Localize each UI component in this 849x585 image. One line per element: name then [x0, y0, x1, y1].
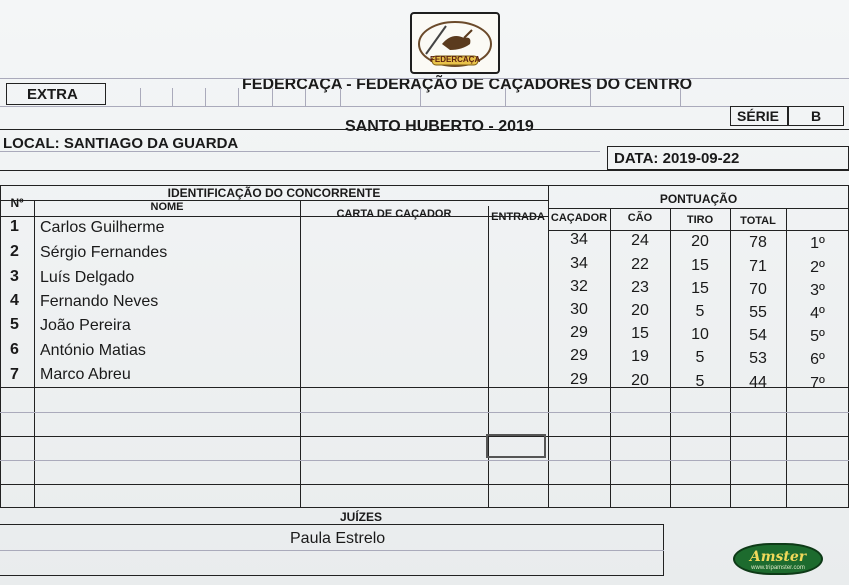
federation-title: FEDERCAÇA - FEDERAÇÃO DE CAÇADORES DO CENTRO	[242, 76, 693, 93]
col-num: Nº	[10, 196, 24, 210]
hunter-score: 32	[570, 278, 588, 295]
col-entry: ENTRADA	[491, 211, 545, 223]
row-number: 3	[10, 268, 19, 285]
hunter-score: 34	[570, 255, 588, 272]
section-identification: IDENTIFICAÇÃO DO CONCORRENTE	[167, 186, 381, 200]
row-number: 1	[10, 218, 19, 235]
col-name: NOME	[150, 201, 184, 213]
category-box	[6, 83, 106, 105]
hunter-score: 30	[570, 301, 588, 318]
judge-name: Paula Estrelo	[290, 530, 386, 547]
dog-score: 19	[631, 348, 649, 365]
local-label: LOCAL: SANTIAGO DA GUARDA	[3, 135, 239, 152]
placement: 7º	[810, 375, 825, 392]
total-score: 53	[749, 350, 767, 367]
row-number: 2	[10, 243, 19, 260]
event-title: SANTO HUBERTO - 2019	[345, 118, 534, 135]
amster-logo	[733, 543, 823, 575]
section-score: PONTUAÇÃO	[659, 192, 738, 206]
dog-score: 20	[631, 302, 649, 319]
shot-score: 5	[695, 349, 705, 366]
amster-url: www.tripamster.com	[751, 565, 805, 571]
amster-brand: Amster	[749, 549, 807, 565]
col-dog: CÃO	[627, 212, 653, 224]
shot-score: 20	[691, 233, 709, 250]
hunter-score: 29	[570, 371, 588, 388]
competitor-name: Luís Delgado	[40, 269, 135, 286]
competitor-name: Carlos Guilherme	[40, 219, 165, 236]
placement: 6º	[810, 351, 825, 368]
placement: 1º	[810, 235, 825, 252]
serie-label-box	[730, 106, 788, 126]
judges-label: JUÍZES	[340, 510, 383, 524]
total-score: 55	[749, 304, 767, 321]
selected-cell[interactable]	[486, 434, 546, 458]
total-score: 54	[749, 327, 767, 344]
placement: 4º	[810, 305, 825, 322]
row-number: 7	[10, 366, 19, 383]
dog-score: 15	[631, 325, 649, 342]
row-number: 6	[10, 341, 19, 358]
serie-value: B	[811, 108, 822, 124]
dog-score: 20	[631, 372, 649, 389]
shot-score: 5	[695, 303, 705, 320]
shot-score: 15	[691, 257, 709, 274]
category-label: EXTRA	[27, 86, 78, 103]
placement: 5º	[810, 328, 825, 345]
date-box	[607, 146, 849, 170]
hunter-score: 34	[570, 231, 588, 248]
competitor-name: Fernando Neves	[40, 293, 159, 310]
serie-label: SÉRIE	[737, 108, 780, 124]
logo-text: FEDERCAÇA	[430, 55, 481, 64]
shot-score: 10	[691, 326, 709, 343]
col-total: TOTAL	[740, 215, 776, 227]
serie-value-box	[788, 106, 844, 126]
hunter-score: 29	[570, 324, 588, 341]
dog-score: 24	[631, 232, 649, 249]
shot-score: 15	[691, 280, 709, 297]
dog-score: 23	[631, 279, 649, 296]
col-card: CARTA DE CAÇADOR	[336, 208, 452, 220]
placement: 2º	[810, 259, 825, 276]
dog-score: 22	[631, 256, 649, 273]
hunter-score: 29	[570, 347, 588, 364]
total-score: 44	[749, 374, 767, 391]
competitor-name: João Pereira	[40, 317, 131, 334]
col-hunter: CAÇADOR	[550, 212, 608, 224]
date-label: DATA: 2019-09-22	[614, 150, 740, 167]
competitor-name: Sérgio Fernandes	[40, 244, 168, 261]
total-score: 78	[749, 234, 767, 251]
competitor-name: António Matias	[40, 342, 146, 359]
col-shot: TIRO	[686, 214, 714, 226]
row-number: 4	[10, 292, 19, 309]
shot-score: 5	[695, 373, 705, 390]
placement: 3º	[810, 282, 825, 299]
total-score: 71	[749, 258, 767, 275]
total-score: 70	[749, 281, 767, 298]
federcaca-logo	[410, 12, 500, 74]
row-number: 5	[10, 316, 19, 333]
competitor-name: Marco Abreu	[40, 366, 131, 383]
